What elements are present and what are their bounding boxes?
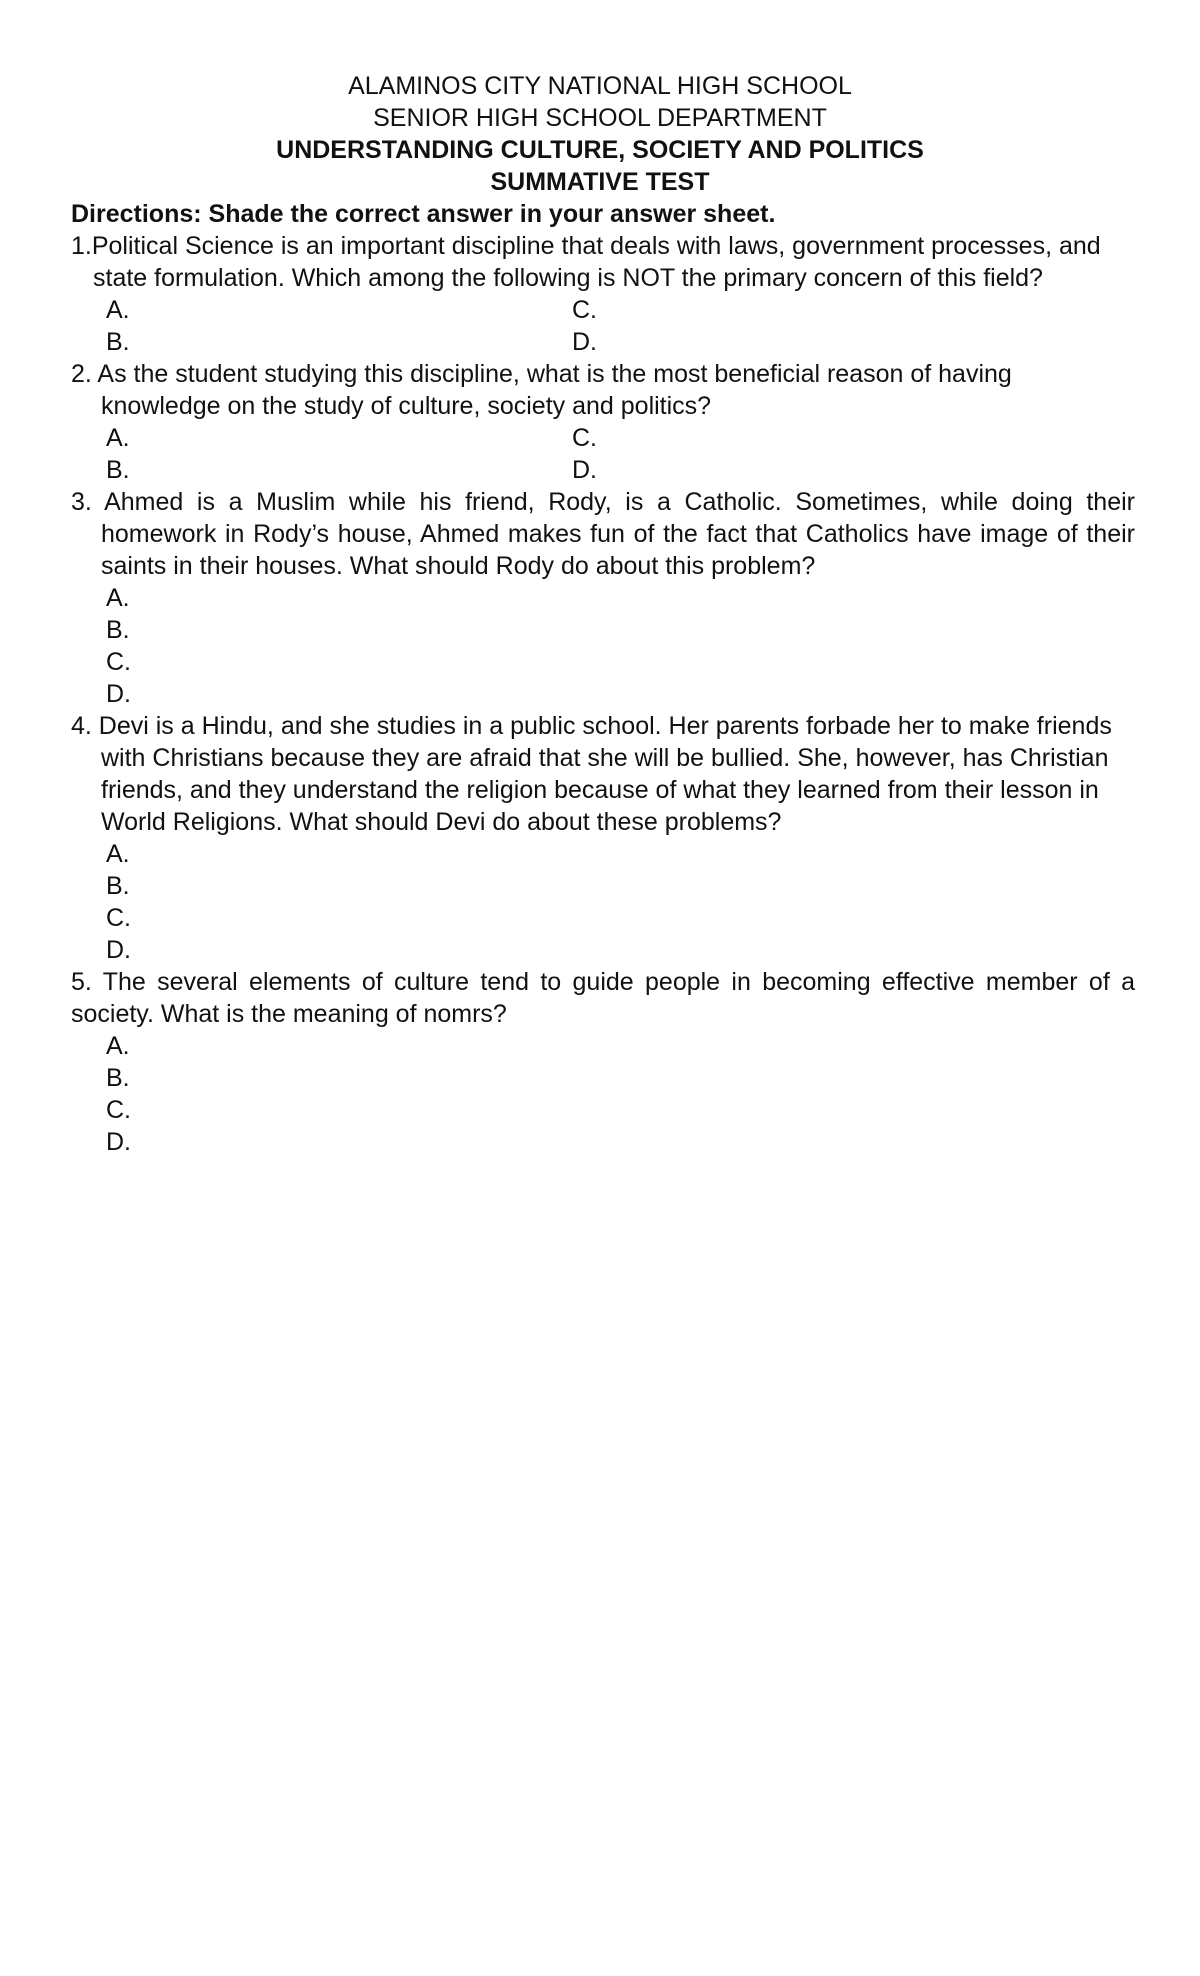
- question-text: 5. The several elements of culture tend to guide people in becoming effective member of a society. What is the meaning of nomrs?: [71, 968, 1135, 1028]
- answer-choices: [71, 1030, 1135, 1158]
- answer-choices: [71, 422, 1135, 486]
- answer-choices: [71, 294, 1135, 358]
- choice-b: B.: [106, 1064, 130, 1092]
- question-2: [71, 358, 1135, 486]
- choice-a: A.: [106, 584, 130, 612]
- choice-c: C.: [106, 904, 131, 932]
- choice-d: D.: [572, 456, 597, 484]
- question-5: [71, 966, 1135, 1158]
- choice-c: C.: [572, 424, 597, 452]
- answer-choices: [71, 838, 1135, 966]
- question-text: 4. Devi is a Hindu, and she studies in a public school. Her parents forbade her to make friends with Christians because they are afraid that she will be bullied. She, however, has Christian friends, and they understand the religion because of what they learned from their lesson in World Religions. What should Devi do about these problems?: [71, 712, 1112, 836]
- choice-a: A.: [106, 1032, 130, 1060]
- directions: Directions: Shade the correct answer in your answer sheet.: [71, 200, 776, 228]
- choice-b: B.: [106, 328, 130, 356]
- choice-d: D.: [106, 1128, 131, 1156]
- choice-c: C.: [106, 1096, 131, 1124]
- question-text: 3. Ahmed is a Muslim while his friend, Rody, is a Catholic. Sometimes, while doing their homework in Rody’s house, Ahmed makes fun of the fact that Catholics have image of their saints in their houses. What should Rody do about this problem?: [71, 488, 1135, 580]
- question-1: [71, 230, 1135, 358]
- test-type: SUMMATIVE TEST: [490, 168, 710, 196]
- department-name: SENIOR HIGH SCHOOL DEPARTMENT: [373, 104, 827, 132]
- answer-choices: [71, 582, 1135, 710]
- choice-d: D.: [106, 936, 131, 964]
- choice-a: A.: [106, 840, 130, 868]
- choice-a: A.: [106, 296, 130, 324]
- question-3: [71, 486, 1135, 710]
- choice-a: A.: [106, 424, 130, 452]
- choice-c: C.: [106, 648, 131, 676]
- test-content: [71, 198, 1135, 1158]
- subject-title: UNDERSTANDING CULTURE, SOCIETY AND POLITICS: [276, 136, 924, 164]
- choice-b: B.: [106, 872, 130, 900]
- choice-c: C.: [572, 296, 597, 324]
- document-header: [0, 70, 1200, 198]
- choice-b: B.: [106, 616, 130, 644]
- question-text: 2. As the student studying this discipline, what is the most beneficial reason of having knowledge on the study of culture, society and politics?: [71, 360, 1012, 420]
- choice-b: B.: [106, 456, 130, 484]
- question-text: 1.Political Science is an important discipline that deals with laws, government processes, and state formulation. Which among the following is NOT the primary concern of this field?: [71, 232, 1101, 292]
- choice-d: D.: [572, 328, 597, 356]
- choice-d: D.: [106, 680, 131, 708]
- school-name: ALAMINOS CITY NATIONAL HIGH SCHOOL: [348, 72, 852, 100]
- question-4: [71, 710, 1135, 966]
